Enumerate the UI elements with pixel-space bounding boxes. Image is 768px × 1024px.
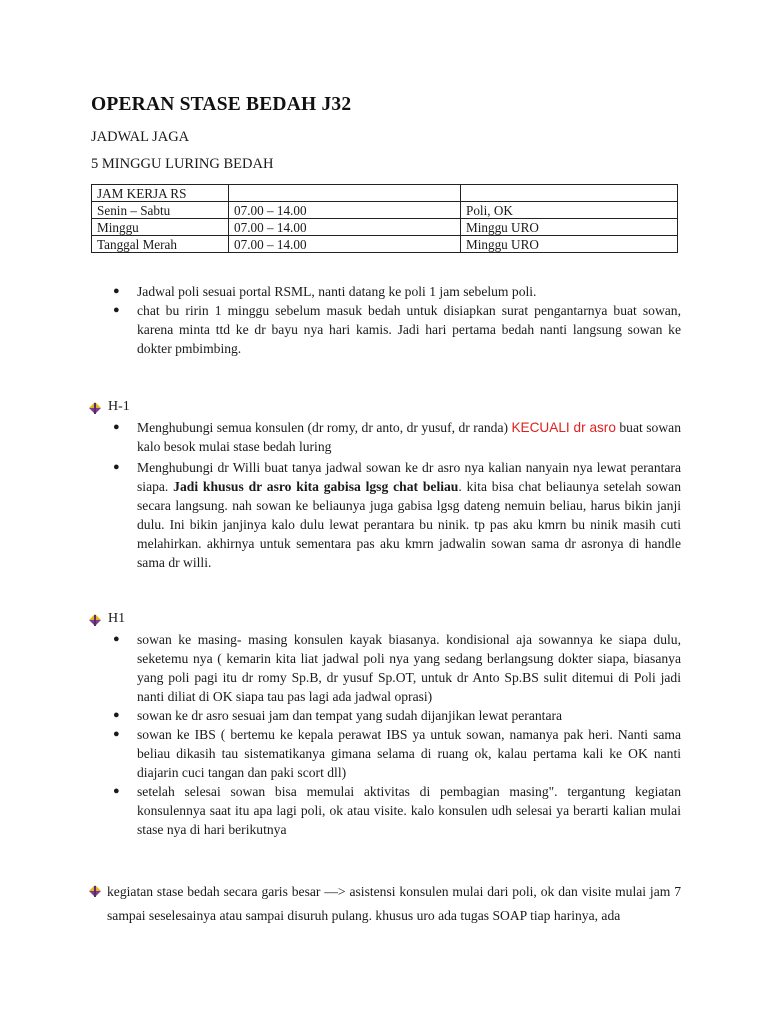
table-row [92,185,678,202]
kegiatan-paragraph: kegiatan stase bedah secara garis besar —> asistensi konsulen mulai dari poli, ok dan visite mulai jam 7 sampai seselesainya atau sampai disuruh pulang. khusus uro ada tugas SOAP tiap harinya, ada [107,884,681,923]
table-cell: 07.00 – 14.00 [229,219,461,236]
table-cell: 07.00 – 14.00 [229,202,461,219]
list-item [113,725,681,782]
table-cell [461,185,678,202]
bullet-icon: ● [113,421,120,433]
heading-h1: H1 [108,611,126,626]
list-item-text [137,458,681,572]
bold-text: Jadi khusus dr asro kita gabisa lgsg chat beliau [173,479,459,494]
subtitle-jadwal-jaga: JADWAL JAGA [91,129,190,145]
list-item [113,630,681,706]
table-row [92,202,678,219]
bullet-icon: ● [113,304,120,316]
table-cell: 07.00 – 14.00 [229,236,461,253]
list-item-text: Jadwal poli sesuai portal RSML, nanti datang ke poli 1 jam sebelum poli. [137,284,537,299]
list-item-text: sowan ke masing- masing konsulen kayak biasanya. kondisional aja sowannya ke siapa dulu, seketemu nya ( kemarin kita liat jadwal poli nya yang sedang berlangsung dokter siapa, biasanya yang poli pagi itu dr romy Sp.B, dr yusuf Sp.OT, untuk dr Anto Sp.BS sulit ditemui di Poli jadi nanti diliat di OK siapa tau pas lagi ada jadwal oprasi) [137,632,681,704]
list-item [113,706,681,725]
list-item-text: setelah selesai sowan bisa memulai aktivitas di pembagian masing". tergantung kegiatan konsulennya saat itu apa lagi poli, ok atau visite. kalo konsulen udh selesai ya berarti kalian mulai stase nya di hari berikutnya [137,784,681,837]
table-cell: Poli, OK [461,202,678,219]
intro-bullet-list [113,282,681,358]
list-item [113,458,681,572]
table-cell: Minggu [92,219,229,236]
heading-h-minus-1: H-1 [108,399,130,414]
list-item [113,282,681,301]
bullet-icon: ● [113,709,120,721]
document-title: OPERAN STASE BEDAH J32 [91,94,352,115]
h-minus-1-bullet-list [113,418,681,572]
highlight-text: KECUALI dr asro [511,420,616,435]
table-cell [229,185,461,202]
table-cell: Tanggal Merah [92,236,229,253]
list-item [113,301,681,358]
table-cell: JAM KERJA RS [92,185,229,202]
list-item-text [137,418,681,456]
bullet-icon: ● [113,285,120,297]
text-run: buat sowan kalo besok mulai stase bedah luring [137,420,681,454]
work-hours-table [91,184,678,253]
text-run: Menghubungi dr Willi buat tanya jadwal sowan ke dr asro nya kalian nanyain nya lewat perantara siapa. [137,460,681,494]
bullet-icon: ● [113,728,120,740]
table-cell: Senin – Sabtu [92,202,229,219]
text-run: Menghubungi semua konsulen (dr romy, dr anto, dr yusuf, dr randa) [137,420,512,435]
list-item [113,782,681,839]
bullet-icon: ● [113,785,120,797]
arrow-marker-icon [88,612,102,628]
list-item-text: sowan ke IBS ( bertemu ke kepala perawat IBS ya untuk sowan, namanya pak heri. Nanti sama beliau dikasih tau sistematikanya gimana selama di ruang ok, kalau pertama kali ke OK nanti diajarin cuci tangan dan paki scort dll) [137,727,681,780]
table-cell: Minggu URO [461,236,678,253]
subtitle-minggu-luring: 5 MINGGU LURING BEDAH [91,156,274,172]
list-item-text: chat bu ririn 1 minggu sebelum masuk bedah untuk disiapkan surat pengantarnya buat sowan, karena minta ttd ke dr bayu nya hari kamis. Jadi hari pertama bedah nanti langsung sowan ke dokter pmbimbing. [137,303,681,356]
arrow-marker-icon [88,400,102,416]
bullet-icon: ● [113,633,120,645]
text-run: . kita bisa chat beliaunya setelah sowan secara langsung. nah sowan ke beliaunya juga gabisa lgsg dateng nemuin beliau, harus bikin janji dulu. Ini bikin janjinya kalo dulu lewat perantara bu ninik. tp pas aku kmrn bu ninik masih cuti melahirkan. akhirnya untuk sementara pas aku kmrn jadwalin sowan sama dr asronya di handle sama dr willi. [137,479,681,570]
arrow-marker-icon [88,883,102,899]
h1-bullet-list [113,630,681,839]
list-item-text: sowan ke dr asro sesuai jam dan tempat yang sudah dijanjikan lewat perantara [137,708,563,723]
table-row [92,219,678,236]
bullet-icon: ● [113,461,120,473]
table-row [92,236,678,253]
list-item [113,418,681,456]
table-cell: Minggu URO [461,219,678,236]
